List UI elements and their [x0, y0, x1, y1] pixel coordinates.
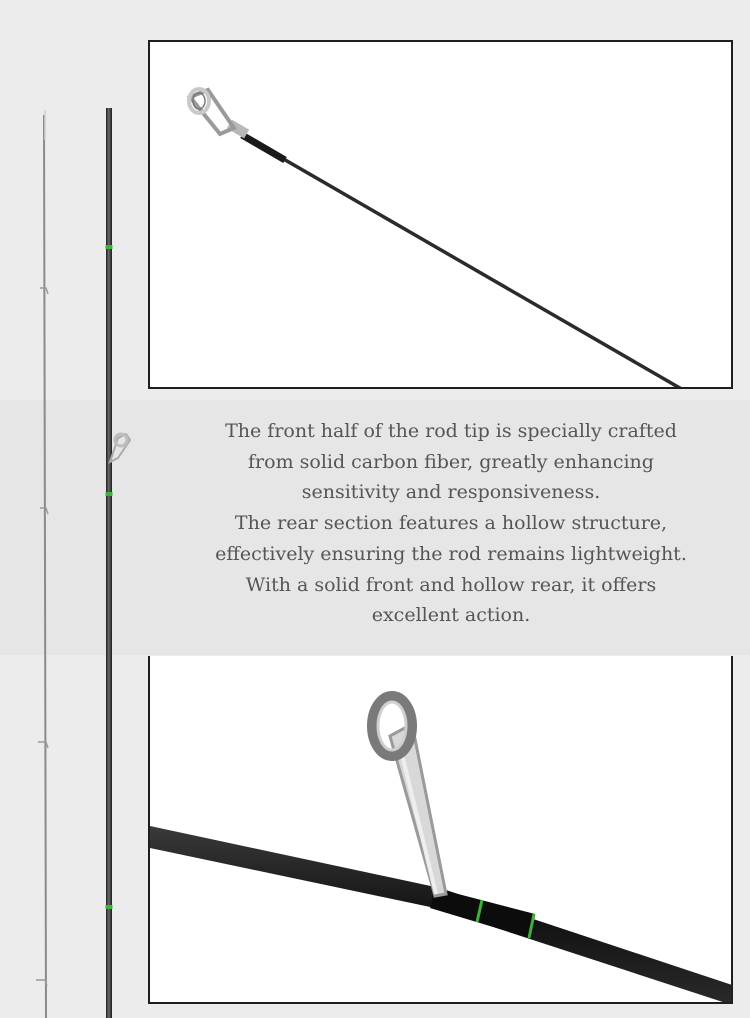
guide-closeup-panel: [148, 656, 733, 1004]
tip-closeup-image: [150, 42, 733, 389]
description-line: The front half of the rod tip is specially crafted: [225, 420, 677, 442]
description-line: sensitivity and responsiveness.: [301, 481, 601, 504]
tip-closeup-panel: [148, 40, 733, 389]
description-line: from solid carbon fiber, greatly enhancing: [248, 450, 654, 473]
tip-section: [36, 110, 48, 1018]
butt-section: [106, 108, 131, 1018]
description-line: excellent action.: [371, 604, 531, 627]
guide-closeup-image: [150, 656, 733, 1004]
description-text: [150, 416, 750, 631]
description-line: effectively ensuring the rod remains lightweight.: [215, 542, 687, 565]
rod-sections-image: [0, 0, 150, 1018]
description-line: With a solid front and hollow rear, it offers: [245, 573, 657, 596]
description-line: The rear section features a hollow structure,: [234, 512, 668, 535]
